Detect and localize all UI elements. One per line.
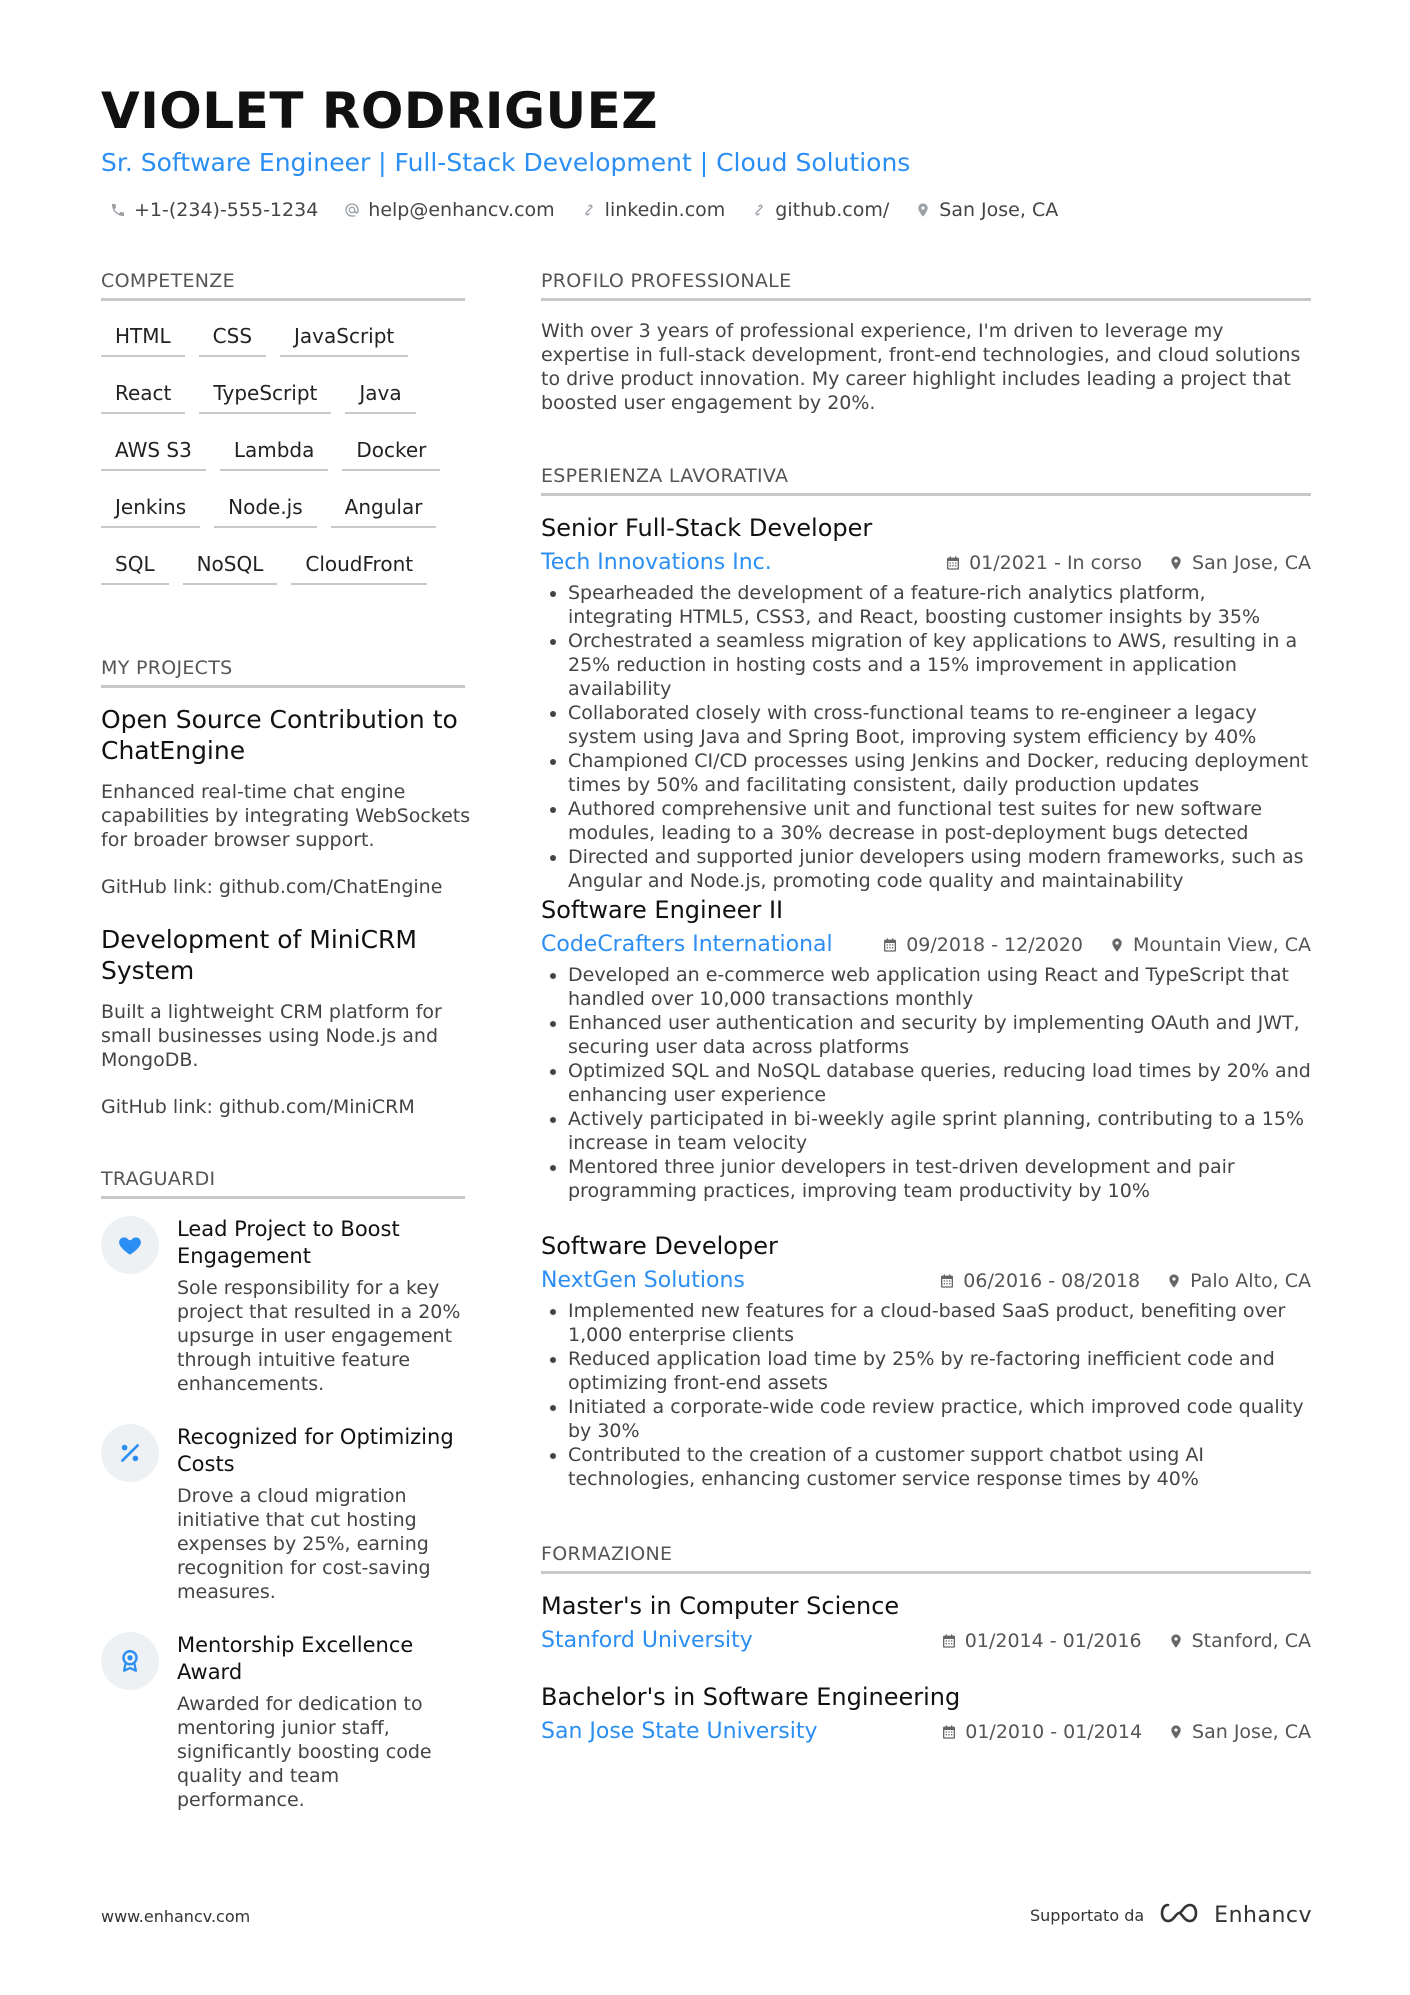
location-pin-icon xyxy=(915,202,931,218)
job-location-text: San Jose, CA xyxy=(1192,551,1311,574)
section-header-experience: ESPERIENZA LAVORATIVA xyxy=(541,465,1311,496)
job-bullet: • Authored comprehensive unit and functional test suites for new software modules, leading to a 30% decrease in post-deployment bugs detected xyxy=(568,797,1311,845)
education-location-text: San Jose, CA xyxy=(1192,1720,1311,1743)
education-meta xyxy=(541,1719,1311,1744)
job-dates-text: 09/2018 - 12/2020 xyxy=(906,933,1083,956)
footer-branding xyxy=(1030,1900,1312,1930)
job-meta-details xyxy=(945,552,1311,574)
job-meta-details xyxy=(939,1270,1311,1292)
education-meta-details xyxy=(941,1721,1311,1743)
skill-tag: CSS xyxy=(199,318,266,357)
education-meta-details xyxy=(941,1630,1311,1652)
contact-location-text: San Jose, CA xyxy=(939,199,1059,221)
percent-icon xyxy=(117,1440,143,1466)
job-bullet: • Contributed to the creation of a customer support chatbot using AI technologies, enhancing customer service response times by 40% xyxy=(568,1443,1311,1491)
skill-tag: Node.js xyxy=(214,489,317,528)
experience-item xyxy=(541,896,1311,1203)
education-location xyxy=(1168,1630,1311,1652)
skill-tag: AWS S3 xyxy=(101,432,206,471)
job-bullet: • Actively participated in bi-weekly agile sprint planning, contributing to a 15% increase in team velocity xyxy=(568,1107,1311,1155)
job-bullet: • Developed an e-commerce web application using React and TypeScript that handled over 10,000 transactions monthly xyxy=(568,963,1311,1011)
summary-text: With over 3 years of professional experience, I'm driven to leverage my expertise in full-stack development, front-end technologies, and cloud solutions to drive product innovation. My career highlight includes leading a project that boosted user engagement by 20%. xyxy=(541,320,1301,414)
degree-title: Master's in Computer Science xyxy=(541,1592,900,1620)
job-bullet: • Initiated a corporate-wide code review practice, which improved code quality by 30% xyxy=(568,1395,1311,1443)
achievement-item xyxy=(101,1424,471,1604)
project-description: Built a lightweight CRM platform for small businesses using Node.js and MongoDB. xyxy=(101,1001,442,1071)
project-title: Development of MiniCRM System xyxy=(101,925,417,985)
school-name: Stanford University xyxy=(541,1628,753,1653)
achievement-description: Awarded for dedication to mentoring junior staff, significantly boosting code quality and team performance. xyxy=(177,1693,432,1811)
job-bullet: • Enhanced user authentication and security by implementing OAuth and JWT, securing user data across platforms xyxy=(568,1011,1311,1059)
job-title: Software Engineer II xyxy=(541,896,784,924)
skill-tag: CloudFront xyxy=(291,546,427,585)
contact-github[interactable] xyxy=(751,199,889,221)
skill-tag: React xyxy=(101,375,185,414)
achievement-item xyxy=(101,1216,471,1396)
job-bullets xyxy=(541,963,1311,1203)
project-title: Open Source Contribution to ChatEngine xyxy=(101,705,458,765)
job-title: Software Developer xyxy=(541,1232,778,1260)
job-bullets xyxy=(541,1299,1311,1491)
skill-tag: HTML xyxy=(101,318,185,357)
job-location-text: Mountain View, CA xyxy=(1133,933,1311,956)
project-item xyxy=(101,924,471,1118)
job-bullet: • Collaborated closely with cross-functional teams to re-engineer a legacy system using Java and Spring Boot, improving system efficiency by 40% xyxy=(568,701,1311,749)
achievement-item xyxy=(101,1632,471,1812)
at-icon xyxy=(344,202,360,218)
section-header-summary: PROFILO PROFESSIONALE xyxy=(541,270,1311,301)
achievement-title: Lead Project to Boost Engagement xyxy=(177,1217,400,1268)
contact-phone[interactable] xyxy=(110,199,318,221)
company-name: Tech Innovations Inc. xyxy=(541,550,772,575)
section-header-education: FORMAZIONE xyxy=(541,1543,1311,1574)
achievement-title: Mentorship Excellence Award xyxy=(177,1633,414,1684)
skill-tag: Lambda xyxy=(220,432,329,471)
company-name: CodeCrafters International xyxy=(541,932,833,957)
job-dates-text: 01/2021 - In corso xyxy=(969,551,1143,574)
company-name: NextGen Solutions xyxy=(541,1268,745,1293)
award-icon xyxy=(117,1648,143,1674)
school-name: San Jose State University xyxy=(541,1719,818,1744)
skill-tag: Jenkins xyxy=(101,489,200,528)
link-icon xyxy=(581,202,597,218)
job-location xyxy=(1109,934,1311,956)
job-dates-text: 06/2016 - 08/2018 xyxy=(963,1269,1141,1292)
achievement-icon-badge xyxy=(101,1424,159,1482)
skill-row xyxy=(101,546,471,585)
section-header-achievements: TRAGUARDI xyxy=(101,1168,465,1199)
phone-icon xyxy=(110,202,126,218)
education-dates xyxy=(941,1721,1142,1743)
skill-row xyxy=(101,318,471,357)
skills-list xyxy=(101,318,471,603)
powered-by-label: Supportato da xyxy=(1030,1905,1145,1925)
candidate-title: Sr. Software Engineer | Full-Stack Development | Cloud Solutions xyxy=(101,148,911,177)
calendar-icon xyxy=(941,1724,957,1740)
calendar-icon xyxy=(939,1273,955,1289)
project-link[interactable]: GitHub link: github.com/MiniCRM xyxy=(101,1096,415,1118)
brand-name[interactable]: Enhancv xyxy=(1214,1902,1312,1928)
job-dates xyxy=(945,552,1142,574)
job-dates xyxy=(882,934,1083,956)
degree-title: Bachelor's in Software Engineering xyxy=(541,1683,961,1711)
achievement-icon-badge xyxy=(101,1632,159,1690)
job-bullet: • Orchestrated a seamless migration of key applications to AWS, resulting in a 25% reduction in hosting costs and a 15% improvement in application availability xyxy=(568,629,1311,701)
achievement-description: Drove a cloud migration initiative that cut hosting expenses by 25%, earning recognition for cost-saving measures. xyxy=(177,1485,431,1603)
contact-email-text: help@enhancv.com xyxy=(368,199,555,221)
education-dates-text: 01/2010 - 01/2014 xyxy=(965,1720,1143,1743)
job-meta-details xyxy=(882,934,1311,956)
job-bullet: • Spearheaded the development of a feature-rich analytics platform, integrating HTML5, CSS3, and React, boosting customer insights by 35% xyxy=(568,581,1311,629)
education-location xyxy=(1168,1721,1311,1743)
contact-location xyxy=(915,199,1058,221)
project-item xyxy=(101,704,471,898)
link-icon xyxy=(751,202,767,218)
contact-github-text: github.com/ xyxy=(775,199,890,221)
experience-item xyxy=(541,514,1311,893)
location-pin-icon xyxy=(1168,555,1184,571)
skill-tag: Angular xyxy=(331,489,437,528)
contact-phone-text: +1-(234)-555-1234 xyxy=(134,199,319,221)
contact-email[interactable] xyxy=(344,199,554,221)
education-location-text: Stanford, CA xyxy=(1191,1629,1311,1652)
contact-linkedin-text: linkedin.com xyxy=(604,199,726,221)
contact-bar xyxy=(110,199,1058,221)
education-item xyxy=(541,1592,1311,1659)
job-meta xyxy=(541,550,1311,575)
skill-tag: NoSQL xyxy=(183,546,278,585)
achievement-icon-badge xyxy=(101,1216,159,1274)
calendar-icon xyxy=(882,937,898,953)
job-title: Senior Full-Stack Developer xyxy=(541,514,873,542)
project-link[interactable]: GitHub link: github.com/ChatEngine xyxy=(101,876,443,898)
calendar-icon xyxy=(941,1633,957,1649)
section-header-projects: MY PROJECTS xyxy=(101,657,465,688)
education-dates xyxy=(941,1630,1142,1652)
skill-tag: SQL xyxy=(101,546,169,585)
achievement-body xyxy=(177,1424,471,1604)
education-meta xyxy=(541,1628,1311,1653)
skill-row xyxy=(101,432,471,471)
achievement-body xyxy=(177,1216,471,1396)
job-location xyxy=(1168,552,1311,574)
job-bullets xyxy=(541,581,1311,893)
achievement-description: Sole responsibility for a key project that resulted in a 20% upsurge in user engagement through intuitive feature enhancements. xyxy=(177,1277,461,1395)
job-location-text: Palo Alto, CA xyxy=(1190,1269,1311,1292)
job-bullet: • Championed CI/CD processes using Jenkins and Docker, reducing deployment times by 50% and facilitating consistent, daily production updates xyxy=(568,749,1311,797)
calendar-icon xyxy=(945,555,961,571)
enhancv-logo-icon xyxy=(1156,1900,1202,1930)
job-location xyxy=(1166,1270,1311,1292)
location-pin-icon xyxy=(1166,1273,1182,1289)
candidate-name: VIOLET RODRIGUEZ xyxy=(101,82,658,140)
job-bullet: • Mentored three junior developers in test-driven development and pair programming practices, improving team productivity by 10% xyxy=(568,1155,1311,1203)
heart-icon xyxy=(117,1232,143,1258)
achievement-body xyxy=(177,1632,471,1812)
contact-linkedin[interactable] xyxy=(581,199,726,221)
job-bullet: • Optimized SQL and NoSQL database queries, reducing load times by 20% and enhancing user experience xyxy=(568,1059,1311,1107)
footer-website[interactable]: www.enhancv.com xyxy=(101,1907,251,1926)
skill-tag: Docker xyxy=(342,432,440,471)
skill-tag: TypeScript xyxy=(199,375,331,414)
education-dates-text: 01/2014 - 01/2016 xyxy=(964,1629,1142,1652)
achievement-title: Recognized for Optimizing Costs xyxy=(177,1425,454,1476)
location-pin-icon xyxy=(1168,1633,1184,1649)
job-meta xyxy=(541,932,1311,957)
location-pin-icon xyxy=(1168,1724,1184,1740)
job-bullet: • Directed and supported junior developers using modern frameworks, such as Angular and Node.js, promoting code quality and maintainability xyxy=(568,845,1311,893)
location-pin-icon xyxy=(1109,937,1125,953)
skill-tag: Java xyxy=(345,375,415,414)
section-header-skills: COMPETENZE xyxy=(101,270,465,301)
skill-row xyxy=(101,489,471,528)
job-bullet: • Implemented new features for a cloud-based SaaS product, benefiting over 1,000 enterprise clients xyxy=(568,1299,1311,1347)
skill-tag: JavaScript xyxy=(280,318,408,357)
job-dates xyxy=(939,1270,1140,1292)
job-meta xyxy=(541,1268,1311,1293)
project-description: Enhanced real-time chat engine capabilities by integrating WebSockets for broader browser support. xyxy=(101,781,471,851)
education-item xyxy=(541,1683,1311,1750)
skill-row xyxy=(101,375,471,414)
experience-item xyxy=(541,1232,1311,1491)
job-bullet: • Reduced application load time by 25% by re-factoring inefficient code and optimizing front-end assets xyxy=(568,1347,1311,1395)
